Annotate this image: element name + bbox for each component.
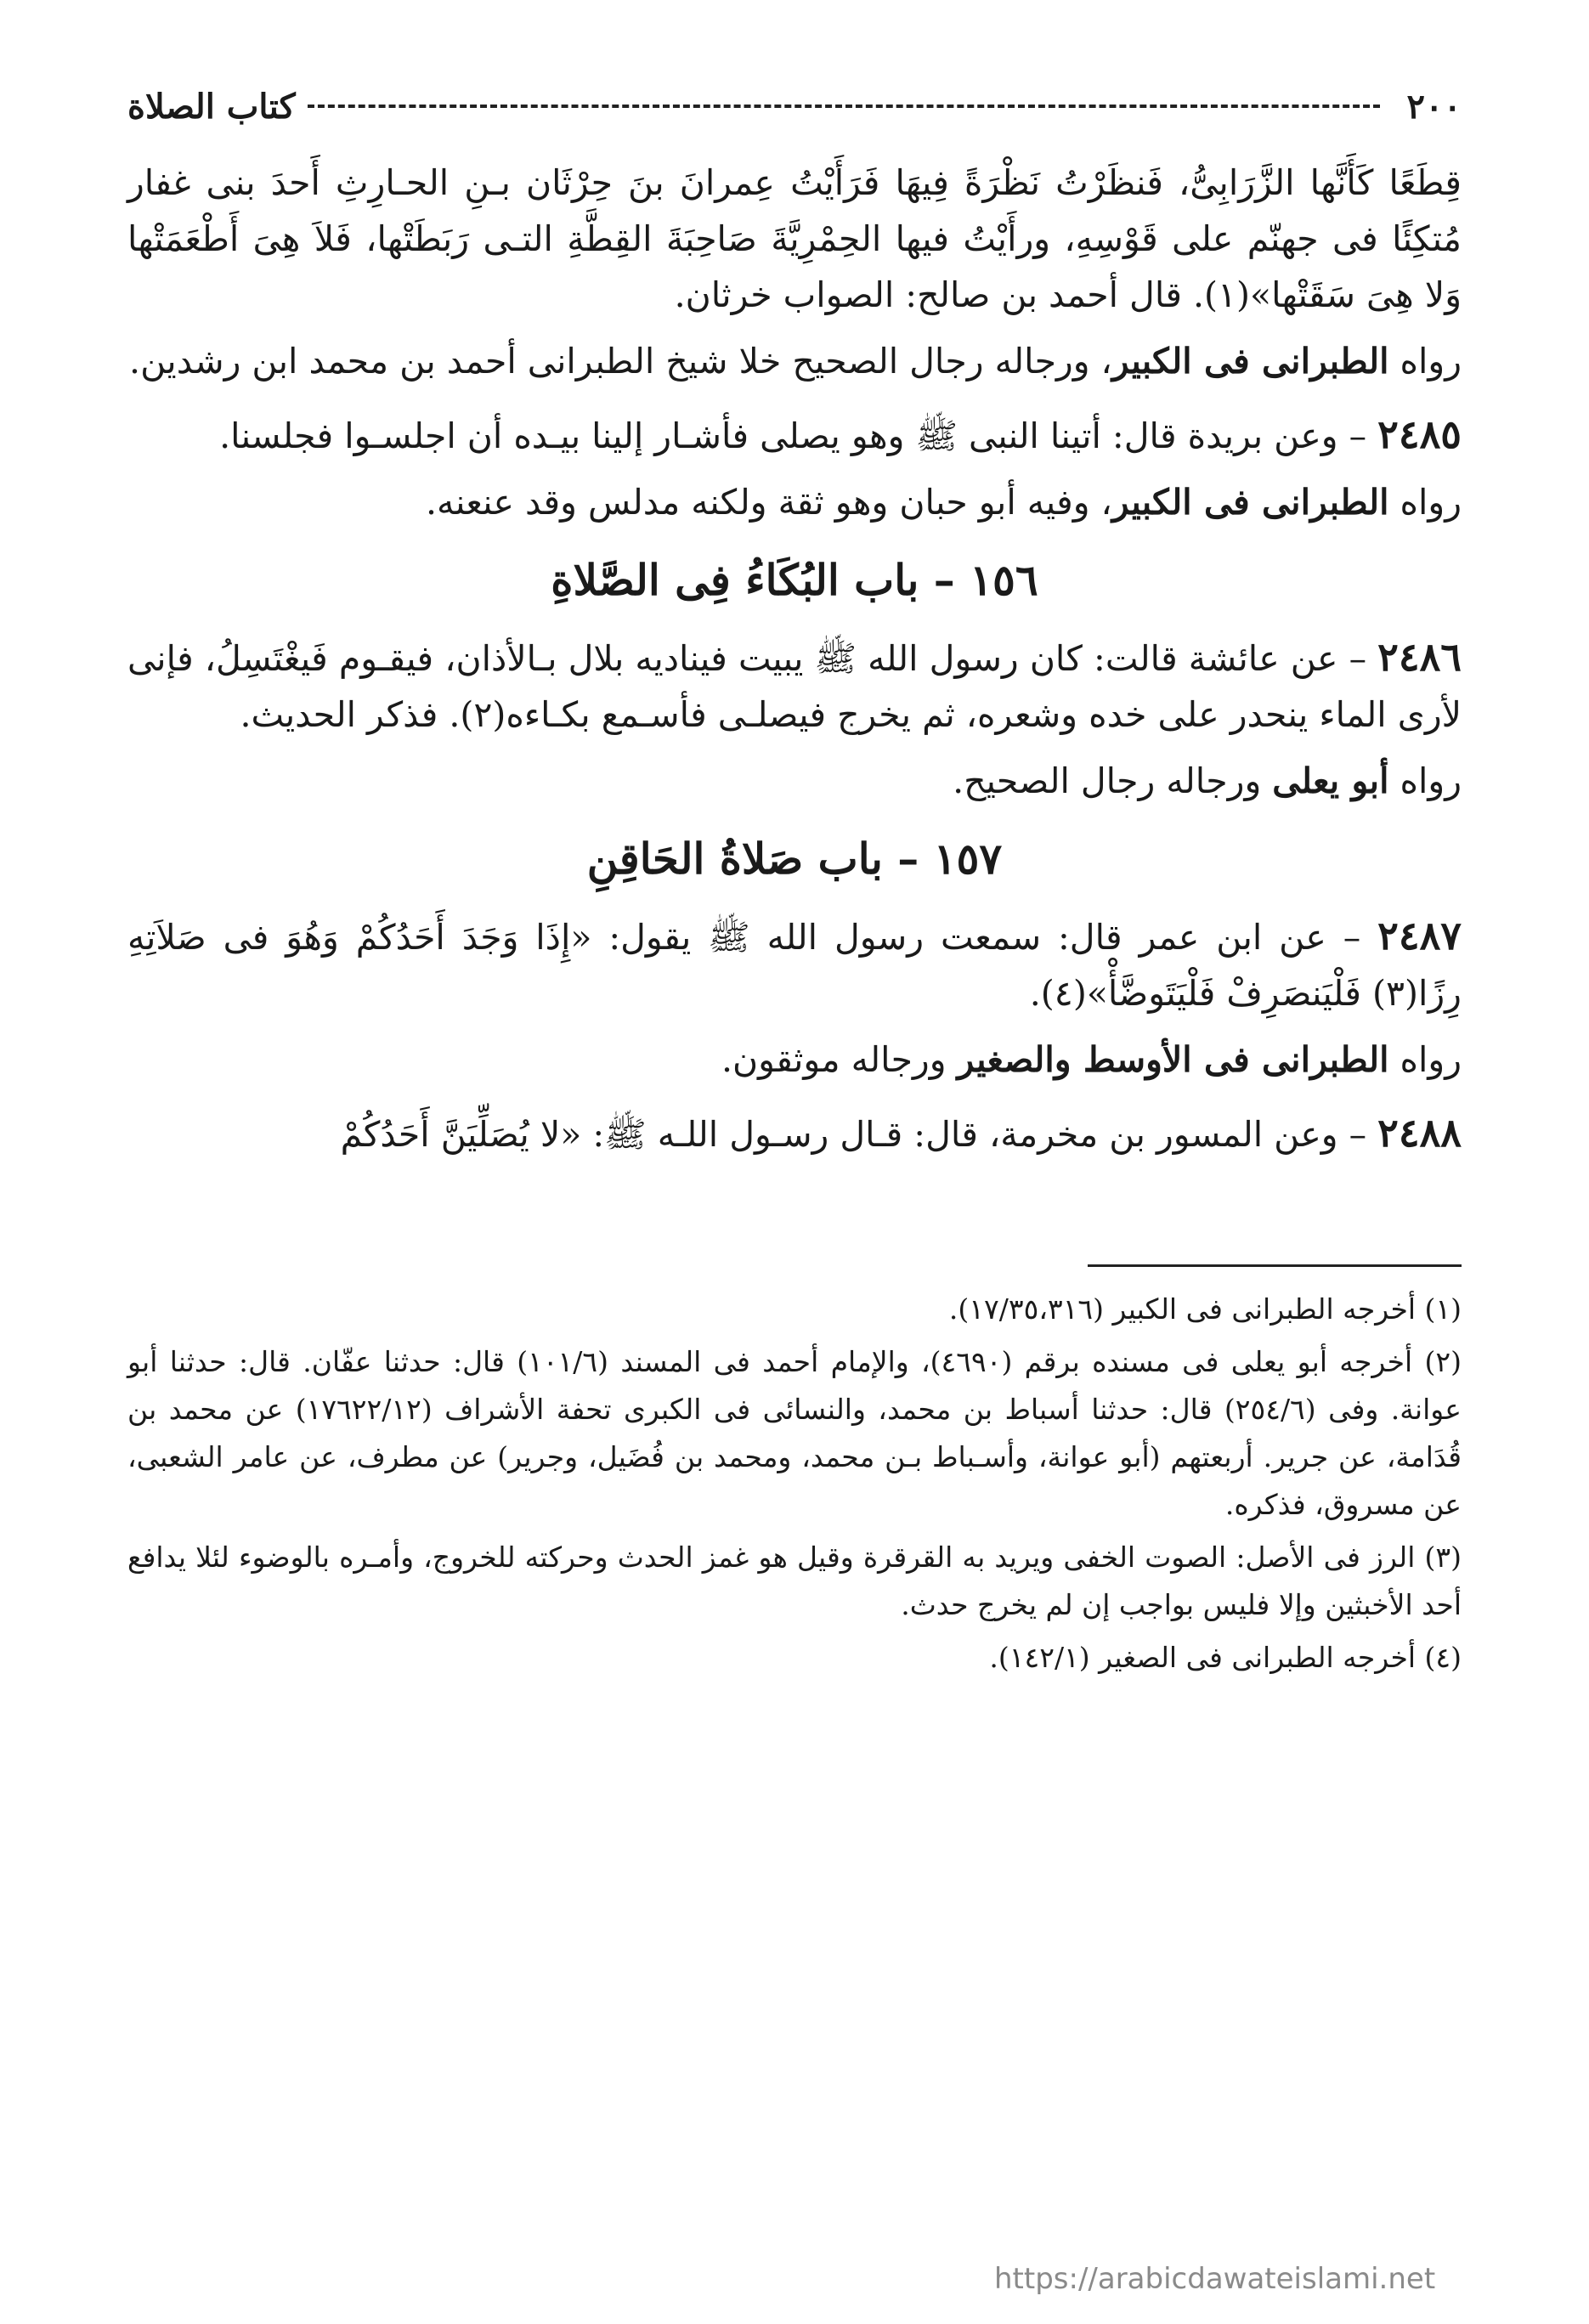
watermark-url: https://arabicdawateislami.net	[994, 2262, 1436, 2296]
hadith-number: ٢٤٨٦	[1377, 634, 1462, 680]
book-title: كتاب الصلاة	[127, 86, 296, 127]
hadith-2488: ٢٤٨٨ – وعن المسور بن مخرمة، قال: قـال رسـول اللـه ﷺ: «لا يُصَلِّيَنَّ أَحَدُكُمْ	[340, 1110, 1462, 1156]
source-note: رواه الطبرانى فى الكبير، ورجاله رجال الصحيح خلا شيخ الطبرانى أحمد بن محمد ابن رشدين.	[129, 341, 1462, 382]
main-text	[127, 155, 1462, 1162]
footnotes	[127, 1286, 1462, 1682]
hadith-number: ٢٤٨٧	[1377, 913, 1462, 958]
footnote-4: (٤) أخرجه الطبرانى فى الصغير (١٤٢/١).	[989, 1641, 1462, 1674]
footnote-1: (١) أخرجه الطبرانى فى الكبير (١٧/٣٥،٣١٦).	[948, 1292, 1462, 1326]
footnote-3: (٣) الرز فى الأصل: الصوت الخفى ويريد به القرقرة وقيل هو غمز الحدث وحركته للخروج، وأمـره بالوضوء لئلا يدافع أحد الأخبثين وإلا فليس بواجب إن لم يخرج حدث.	[127, 1541, 1462, 1621]
running-header	[127, 76, 1462, 136]
source-note: رواه أبو يعلى ورجاله رجال الصحيح.	[953, 761, 1462, 801]
source-note: رواه الطبرانى فى الأوسط والصغير ورجاله موثقون.	[721, 1039, 1462, 1080]
footnote-2: (٢) أخرجه أبو يعلى فى مسنده برقم (٤٦٩٠)، والإمام أحمد فى المسند (١٠١/٦) قال: حدثنا عفّان. قال: حدثنا أبو عوانة. وفى (٢٥٤/٦) قال: حدثنا أسباط بن محمد، والنسائى فى الكبرى تحفة الأشراف (١٧٦٢٢/١٢) عن محمد بن قُدَامة، عن جرير. أربعتهم (أبو عوانة، وأسـباط بـن محمد، ومحمد بن فُضَيل، وجرير) عن مطرف، عن عامر الشعبى، عن مسروق، فذكره.	[127, 1345, 1462, 1521]
chapter-heading-157: ١٥٧ – باب صَلاةُ الحَاقِنِ	[586, 834, 1003, 884]
source-note: رواه الطبرانى فى الكبير، وفيه أبو حبان وهو ثقة ولكنه مدلس وقد عنعنه.	[426, 482, 1462, 523]
chapter-heading-156: ١٥٦ – باب البُكَاءُ فِى الصَّلاةِ	[551, 555, 1038, 605]
hadith-2486: ٢٤٨٦ – عن عائشة قالت: كان رسول الله ﷺ يبيت فيناديه بلال بـالأذان، فيقـوم فَيغْتَسِلُ، فإنى لأرى الماء ينحدر على خده وشعره، ثم يخرج فيصلـى فأسـمع بكـاءه(٢). فذكر الحديث.	[127, 634, 1462, 735]
hadith-2485: ٢٤٨٥ – وعن بريدة قال: أتينا النبى ﷺ وهو يصلى فأشـار إلينا بيـده أن اجلسـوا فجلسنا.	[219, 411, 1462, 457]
page-number: ٢٠٠	[1406, 86, 1462, 127]
hadith-2487: ٢٤٨٧ – عن ابن عمر قال: سمعت رسول الله ﷺ يقول: «إِذَا وَجَدَ أَحَدُكُمْ وَهُوَ فى صَلاَتِهِ رِزًا(٣) فَلْيَنصَرِفْ فَلْيَتَوضَّأْ»(٤).	[127, 913, 1462, 1014]
footnote-separator	[1088, 1264, 1462, 1267]
hadith-number: ٢٤٨٨	[1377, 1110, 1462, 1156]
header-dashed-rule	[308, 105, 1380, 108]
hadith-number: ٢٤٨٥	[1377, 411, 1462, 457]
paragraph-continuation: قِطَعًا كَأَنَّها الزَّرَابِىُّ، فَنظَرْتُ نَظْرَةً فِيهَا فَرَأَيْتُ عِمرانَ بنَ حِرْثَان بـنِ الحـارِثِ أَحدَ بنى غفار مُتكِئًا فى جهنّم على قَوْسِهِ، ورأَيْتُ فيها الحِمْرِيَّةَ صَاحِبَةَ القِطَّةِ التـى رَبَطَتْها، فَلاَ هِىَ أَطْعَمَتْها وَلا هِىَ سَقَتْها»(١). قال أحمد بن صالح: الصواب خرثان.	[127, 162, 1462, 315]
